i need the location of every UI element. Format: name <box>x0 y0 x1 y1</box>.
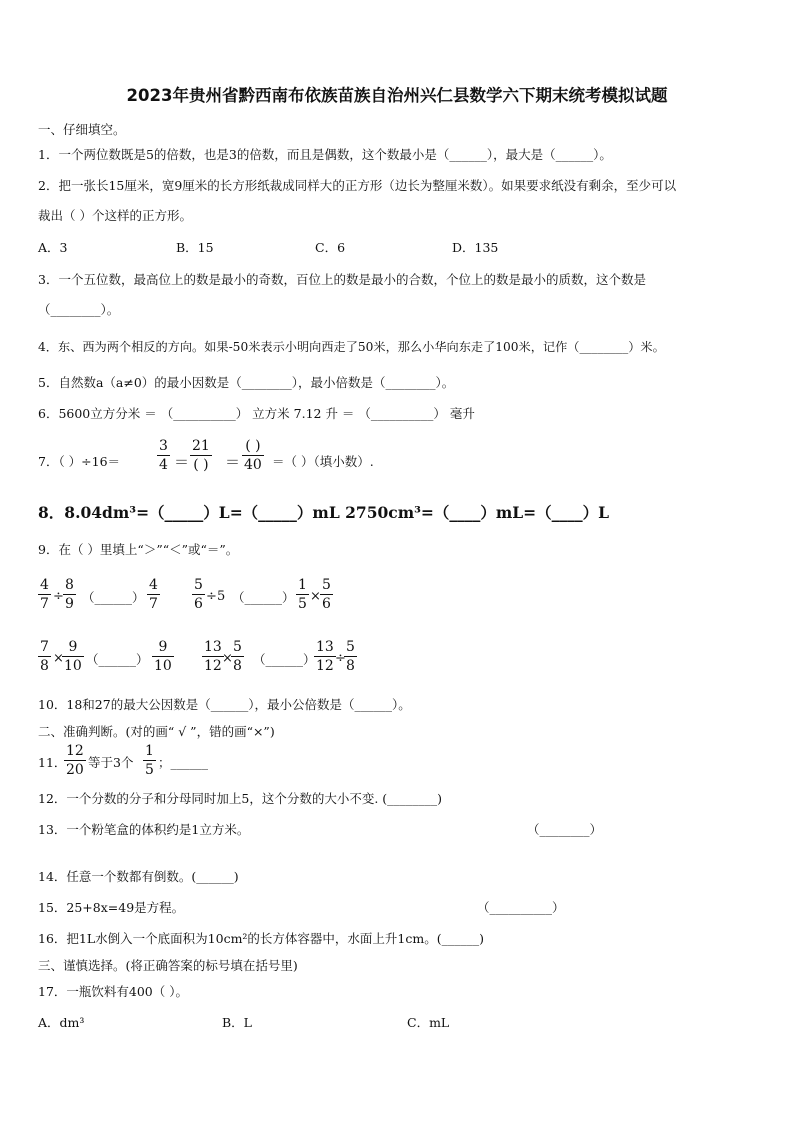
numerator: 8 <box>65 577 74 593</box>
denominator: 8 <box>40 658 49 674</box>
numerator: 3 <box>159 438 168 454</box>
question-17: 17．一瓶饮料有400（ ）。 <box>38 984 188 999</box>
question-2-line-1: 2．把一张长15厘米，宽9厘米的长方形纸裁成同样大的正方形（边长为整厘米数）。如果要求纸没有剩余，至少可以 <box>38 178 677 193</box>
denominator: 40 <box>244 457 262 473</box>
denominator: 8 <box>233 658 242 674</box>
denominator: 10 <box>154 658 172 674</box>
q9-1-blank: （______） <box>82 590 145 605</box>
question-7-suffix: ＝（ ）（填小数）. <box>272 454 374 469</box>
question-16: 16．把1L水倒入一个底面积为10cm²的长方体容器中，水面上升1cm。(______) <box>38 931 484 946</box>
numerator: 1 <box>145 743 154 759</box>
q9-4-fraction-c <box>314 639 336 674</box>
q9-3-fraction-a <box>38 639 51 674</box>
numerator: 12 <box>66 743 84 759</box>
numerator: 4 <box>40 577 49 593</box>
divide-sign: ÷ <box>53 589 64 604</box>
denominator: 7 <box>149 596 158 612</box>
numerator: ( ) <box>245 438 261 454</box>
question-15: 15．25+8x=49是方程。 <box>38 900 185 915</box>
question-2-option-d: D．135 <box>452 240 499 255</box>
numerator: 5 <box>194 577 203 593</box>
denominator: 9 <box>65 596 74 612</box>
q9-1-fraction-a <box>38 577 51 612</box>
times-sign: × <box>53 651 64 666</box>
q9-4-fraction-a <box>202 639 224 674</box>
question-11-suffix: ；______ <box>158 755 209 770</box>
question-6: 6．5600立方分米 ＝ （__________） 立方米 7.12 升 ＝ （__________） 毫升 <box>38 406 475 421</box>
q9-2-blank: （______） <box>232 590 295 605</box>
denominator: 5 <box>145 762 154 778</box>
numerator: 5 <box>233 639 242 655</box>
question-11-fraction-1 <box>64 743 86 778</box>
q9-1-fraction-b <box>63 577 76 612</box>
q9-2-fraction-e <box>320 577 333 612</box>
question-11-prefix: 11． <box>38 755 67 770</box>
q9-4-fraction-e <box>344 639 357 674</box>
question-14: 14．任意一个数都有倒数。(______) <box>38 869 239 884</box>
numerator: 13 <box>204 639 222 655</box>
question-1: 1．一个两位数既是5的倍数，也是3的倍数，而且是偶数，这个数最小是（______），最大是（______）。 <box>38 147 612 162</box>
denominator: 10 <box>64 658 82 674</box>
numerator: 9 <box>68 639 78 655</box>
question-15-blank: （__________） <box>477 900 565 915</box>
question-2-option-c: C．6 <box>315 240 346 255</box>
denominator: 6 <box>322 596 331 612</box>
numerator: 13 <box>316 639 334 655</box>
times-sign: × <box>310 589 321 604</box>
question-7-fraction-2 <box>190 438 212 473</box>
divide-sign: ÷ <box>335 651 346 666</box>
section-1-heading: 一、仔细填空。 <box>38 122 126 137</box>
question-9: 9．在（ ）里填上“＞”“＜”或“＝”。 <box>38 542 239 557</box>
question-17-option-b: B．L <box>222 1015 252 1030</box>
question-4: 4．东、西为两个相反的方向。如果-50米表示小明向西走了50米，那么小华向东走了100米，记作（________）米。 <box>38 340 665 354</box>
denominator: 5 <box>298 596 307 612</box>
q9-3-fraction-c <box>152 639 174 674</box>
question-3-line-1: 3．一个五位数，最高位上的数是最小的奇数，百位上的数是最小的合数，个位上的数是最小的质数，这个数是 <box>38 272 646 287</box>
denominator: 8 <box>346 658 355 674</box>
denominator: 4 <box>159 457 168 473</box>
question-8: 8．8.04dm³=（_____）L=（_____）mL 2750cm³=（____）mL=（____）L <box>38 503 610 522</box>
question-5: 5．自然数a（a≠0）的最小因数是（________），最小倍数是（________）。 <box>38 375 455 390</box>
q9-2-number-b: 5 <box>217 589 226 604</box>
question-11-fraction-2 <box>143 743 156 778</box>
question-7-prefix: 7．（ ）÷16＝ <box>38 454 121 469</box>
times-sign: × <box>222 651 233 666</box>
denominator: ( ) <box>193 457 209 473</box>
question-2-option-b: B．15 <box>176 240 214 255</box>
question-2-option-a: A．3 <box>38 240 68 255</box>
equals-sign: ＝ <box>174 453 190 471</box>
q9-3-fraction-b <box>62 639 84 674</box>
denominator: 20 <box>66 762 84 778</box>
section-2-heading: 二、准确判断。(对的画“ √ ”，错的画“×”) <box>38 724 275 739</box>
numerator: 4 <box>149 577 158 593</box>
numerator: 5 <box>346 639 355 655</box>
denominator: 7 <box>40 596 49 612</box>
denominator: 6 <box>194 596 203 612</box>
question-11-middle: 等于3个 <box>88 755 134 770</box>
divide-sign: ÷ <box>206 589 217 604</box>
numerator: 9 <box>158 639 168 655</box>
question-13-blank: （________） <box>527 822 603 837</box>
question-2-line-2: 裁出（ ）个这样的正方形。 <box>38 208 192 223</box>
question-13: 13．一个粉笔盒的体积约是1立方米。 <box>38 822 250 837</box>
q9-4-fraction-b <box>231 639 244 674</box>
question-12: 12．一个分数的分子和分母同时加上5，这个分数的大小不变. (________) <box>38 791 443 806</box>
question-7-fraction-3 <box>242 438 264 473</box>
q9-4-blank: （______） <box>253 652 316 667</box>
question-3-line-2: （________）。 <box>38 302 120 317</box>
question-17-option-a: A．dm³ <box>38 1015 85 1030</box>
q9-2-fraction-c <box>296 577 309 612</box>
question-10: 10．18和27的最大公因数是（______），最小公倍数是（______）。 <box>38 697 411 712</box>
q9-2-fraction-a <box>192 577 205 612</box>
numerator: 5 <box>322 577 331 593</box>
numerator: 1 <box>298 577 307 593</box>
denominator: 12 <box>316 658 334 674</box>
q9-3-blank: （______） <box>86 652 149 667</box>
question-17-option-c: C．mL <box>407 1015 450 1030</box>
numerator: 21 <box>192 438 210 454</box>
question-7-fraction-1 <box>157 438 170 473</box>
denominator: 12 <box>204 658 222 674</box>
equals-sign: ＝ <box>225 453 241 471</box>
numerator: 7 <box>40 639 49 655</box>
page-title: 2023年贵州省黔西南布依族苗族自治州兴仁县数学六下期末统考模拟试题 <box>126 86 668 105</box>
section-3-heading: 三、谨慎选择。(将正确答案的标号填在括号里) <box>38 958 298 973</box>
q9-1-fraction-c <box>147 577 160 612</box>
